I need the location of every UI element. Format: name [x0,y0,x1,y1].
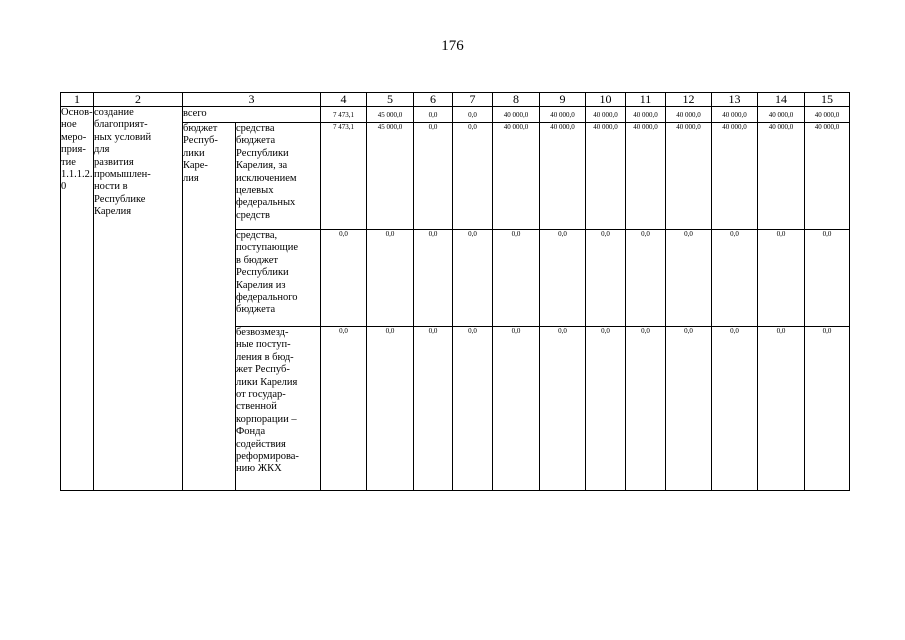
column-number: 13 [712,93,758,107]
value-cell: 0,0 [586,230,626,327]
value-cell: 0,0 [414,230,453,327]
value-cell: 40 000,0 [666,123,712,230]
column-number: 11 [626,93,666,107]
value-cell: 0,0 [540,230,586,327]
value-cell: 0,0 [758,327,805,491]
event-goal-cell [94,107,183,491]
value-cell: 40 000,0 [712,123,758,230]
value-cell: 40 000,0 [540,123,586,230]
page-number: 176 [441,38,464,54]
event-goal: создание благоприят- ных условий для развития промышлен- ности в Республике Карелия [94,107,152,218]
value-cell: 40 000,0 [626,107,666,123]
value-cell: 0,0 [586,327,626,491]
value-cell: 0,0 [666,230,712,327]
source-label: средства бюджета Республики Карелия, за исключением целевых федеральных средств [236,123,297,221]
value-cell: 0,0 [321,230,367,327]
column-number: 12 [666,93,712,107]
value-cell: 0,0 [493,230,540,327]
column-number: 8 [493,93,540,107]
source-label-cell [236,123,321,230]
value-cell: 0,0 [414,327,453,491]
total-label: всего [183,107,321,123]
value-cell: 45 000,0 [367,107,414,123]
value-cell: 0,0 [453,107,493,123]
table-row-total [61,107,850,123]
value-cell: 0,0 [453,123,493,230]
column-number: 3 [183,93,321,107]
column-number-row [61,93,850,107]
column-number: 4 [321,93,367,107]
value-cell: 0,0 [367,327,414,491]
value-cell: 40 000,0 [540,107,586,123]
value-cell: 45 000,0 [367,123,414,230]
column-number: 10 [586,93,626,107]
value-cell: 0,0 [414,123,453,230]
value-cell: 0,0 [805,230,850,327]
value-cell: 0,0 [805,327,850,491]
column-number: 2 [94,93,183,107]
value-cell: 0,0 [367,230,414,327]
value-cell: 0,0 [626,327,666,491]
value-cell: 40 000,0 [805,123,850,230]
event-name: Основ- ное меро- прия- тие 1.1.1.2.0 [61,107,93,193]
source-label-cell [236,327,321,491]
column-number: 1 [61,93,94,107]
budget-label-cell [183,123,236,491]
value-cell: 7 473,1 [321,107,367,123]
value-cell: 0,0 [712,327,758,491]
column-number: 7 [453,93,493,107]
value-cell: 40 000,0 [758,107,805,123]
budget-label: бюджет Респуб- лики Каре- лия [183,123,218,184]
value-cell: 0,0 [540,327,586,491]
budget-table [60,92,850,491]
value-cell: 40 000,0 [586,123,626,230]
value-cell: 40 000,0 [626,123,666,230]
value-cell: 40 000,0 [493,123,540,230]
source-label: безвозмезд- ные поступ- ления в бюд- жет Респуб- лики Карелия от государ- ственной корпорации – Фонда содействия реформирова- нию ЖКХ [236,327,299,475]
source-label: средства, поступающие в бюджет Республики Карелия из федерального бюджета [236,230,298,316]
value-cell: 40 000,0 [666,107,712,123]
column-number: 5 [367,93,414,107]
value-cell: 40 000,0 [586,107,626,123]
value-cell: 0,0 [666,327,712,491]
value-cell: 40 000,0 [493,107,540,123]
value-cell: 0,0 [626,230,666,327]
value-cell: 40 000,0 [712,107,758,123]
column-number: 15 [805,93,850,107]
column-number: 6 [414,93,453,107]
source-label-cell [236,230,321,327]
value-cell: 0,0 [758,230,805,327]
column-number: 14 [758,93,805,107]
value-cell: 0,0 [453,230,493,327]
value-cell: 40 000,0 [758,123,805,230]
column-number: 9 [540,93,586,107]
value-cell: 0,0 [712,230,758,327]
value-cell: 0,0 [414,107,453,123]
value-cell: 7 473,1 [321,123,367,230]
value-cell: 40 000,0 [805,107,850,123]
value-cell: 0,0 [493,327,540,491]
value-cell: 0,0 [453,327,493,491]
event-name-cell [61,107,94,491]
value-cell: 0,0 [321,327,367,491]
